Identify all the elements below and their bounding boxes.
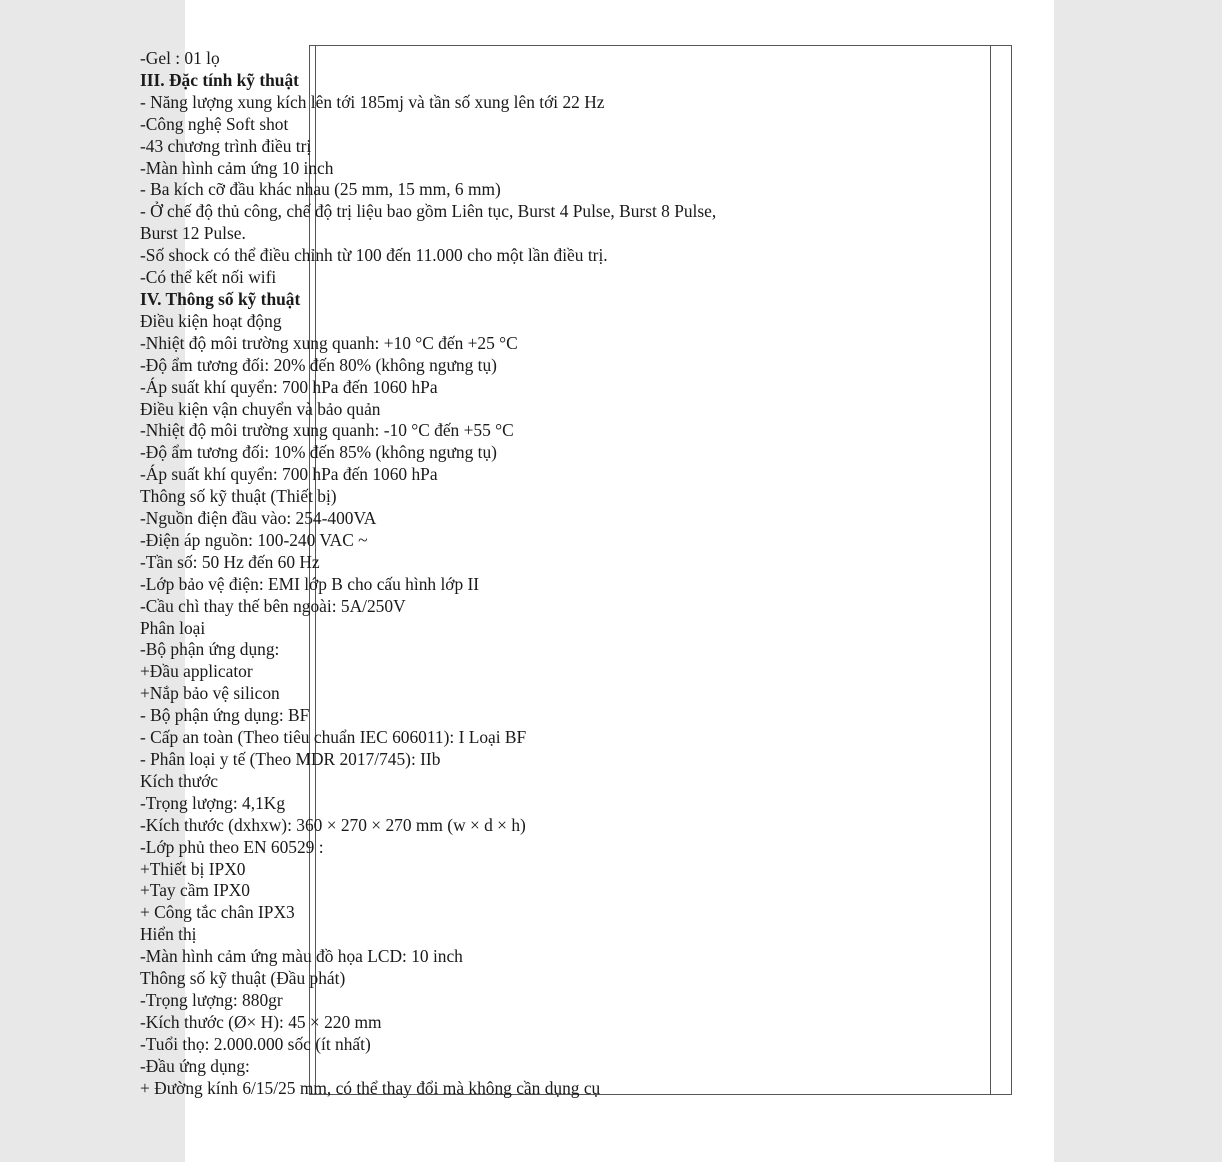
text-line: -Áp suất khí quyển: 700 hPa đến 1060 hPa [140,464,438,485]
text-line: -Lớp phủ theo EN 60529 : [140,836,324,857]
text-line: -Áp suất khí quyển: 700 hPa đến 1060 hPa [140,376,438,397]
text-line: +Đầu applicator [140,661,253,682]
text-line: -Số shock có thể điều chỉnh từ 100 đến 11.000 cho một lần điều trị. [140,245,608,266]
text-line: +Tay cầm IPX0 [140,880,251,901]
text-line: -Lớp bảo vệ điện: EMI lớp B cho cấu hình lớp II [140,573,480,594]
text-line: -Điện áp nguồn: 100-240 VAC ~ [140,529,368,550]
text-line: +Thiết bị IPX0 [140,858,246,879]
text-line: - Bộ phận ứng dụng: BF [140,705,310,726]
text-line: - Năng lượng xung kích lên tới 185mj và tần số xung lên tới 22 Hz [140,91,605,112]
text-line: -Có thể kết nối wifi [140,267,277,288]
text-line: - Phân loại y tế (Theo MDR 2017/745): IIb [140,749,441,769]
text-line: -Nguồn điện đầu vào: 254-400VA [140,508,377,529]
text-line: - Cấp an toàn (Theo tiêu chuẩn IEC 606011): I Loại BF [140,727,527,748]
text-line: -Trọng lượng: 4,1Kg [140,792,286,813]
text-line: -Tuổi thọ: 2.000.000 sốc (ít nhất) [140,1033,371,1054]
text-line: - Ba kích cỡ đầu khác nhau (25 mm, 15 mm, 6 mm) [140,179,501,200]
text-line: -Màn hình cảm ứng màu đồ họa LCD: 10 inch [140,946,463,967]
text-line: + Công tắc chân IPX3 [140,902,295,923]
text-line: + Đường kính 6/15/25 mm, có thể thay đổi mà không cần dụng cụ [140,1077,601,1098]
text-line: -Độ ẩm tương đối: 20% đến 80% (không ngưng tụ) [140,354,497,375]
document-text-body [140,48,800,1100]
text-line: -Công nghệ Soft shot [140,113,289,134]
text-line: -Nhiệt độ môi trường xung quanh: -10 °C đến +55 °C [140,420,514,441]
text-line: Thông số kỹ thuật (Thiết bị) [140,486,337,507]
text-line: -Màn hình cảm ứng 10 inch [140,157,334,178]
text-line: -Kích thước (Ø× H): 45 × 220 mm [140,1011,382,1032]
text-line: -Đầu ứng dụng: [140,1055,250,1076]
table-inner-border-right [990,46,991,1094]
text-line: Kích thước [140,770,219,791]
text-line: Hiển thị [140,924,197,945]
text-line: Burst 12 Pulse. [140,223,246,244]
text-line: -Gel : 01 lọ [140,48,220,68]
text-line: -Cầu chì thay thế bên ngoài: 5A/250V [140,595,406,616]
text-line: Điều kiện hoạt động [140,310,282,331]
text-line: -43 chương trình điều trị [140,135,312,156]
section-heading: III. Đặc tính kỹ thuật [140,69,299,90]
text-line: +Nắp bảo vệ silicon [140,683,280,704]
section-heading: IV. Thông số kỹ thuật [140,288,301,309]
text-line: Phân loại [140,617,206,638]
text-line: -Tần số: 50 Hz đến 60 Hz [140,551,320,572]
text-line: -Bộ phận ứng dụng: [140,639,280,660]
text-line: Thông số kỹ thuật (Đầu phát) [140,968,346,989]
text-line: - Ở chế độ thủ công, chế độ trị liệu bao gồm Liên tục, Burst 4 Pulse, Burst 8 Pulse, [140,201,717,222]
text-line: Điều kiện vận chuyển và bảo quản [140,398,381,419]
text-line: -Độ ẩm tương đối: 10% đến 85% (không ngưng tụ) [140,442,497,463]
text-line: -Trọng lượng: 880gr [140,989,283,1010]
text-line: -Kích thước (dxhxw): 360 × 270 × 270 mm (w × d × h) [140,814,526,835]
text-line: -Nhiệt độ môi trường xung quanh: +10 °C đến +25 °C [140,332,518,353]
